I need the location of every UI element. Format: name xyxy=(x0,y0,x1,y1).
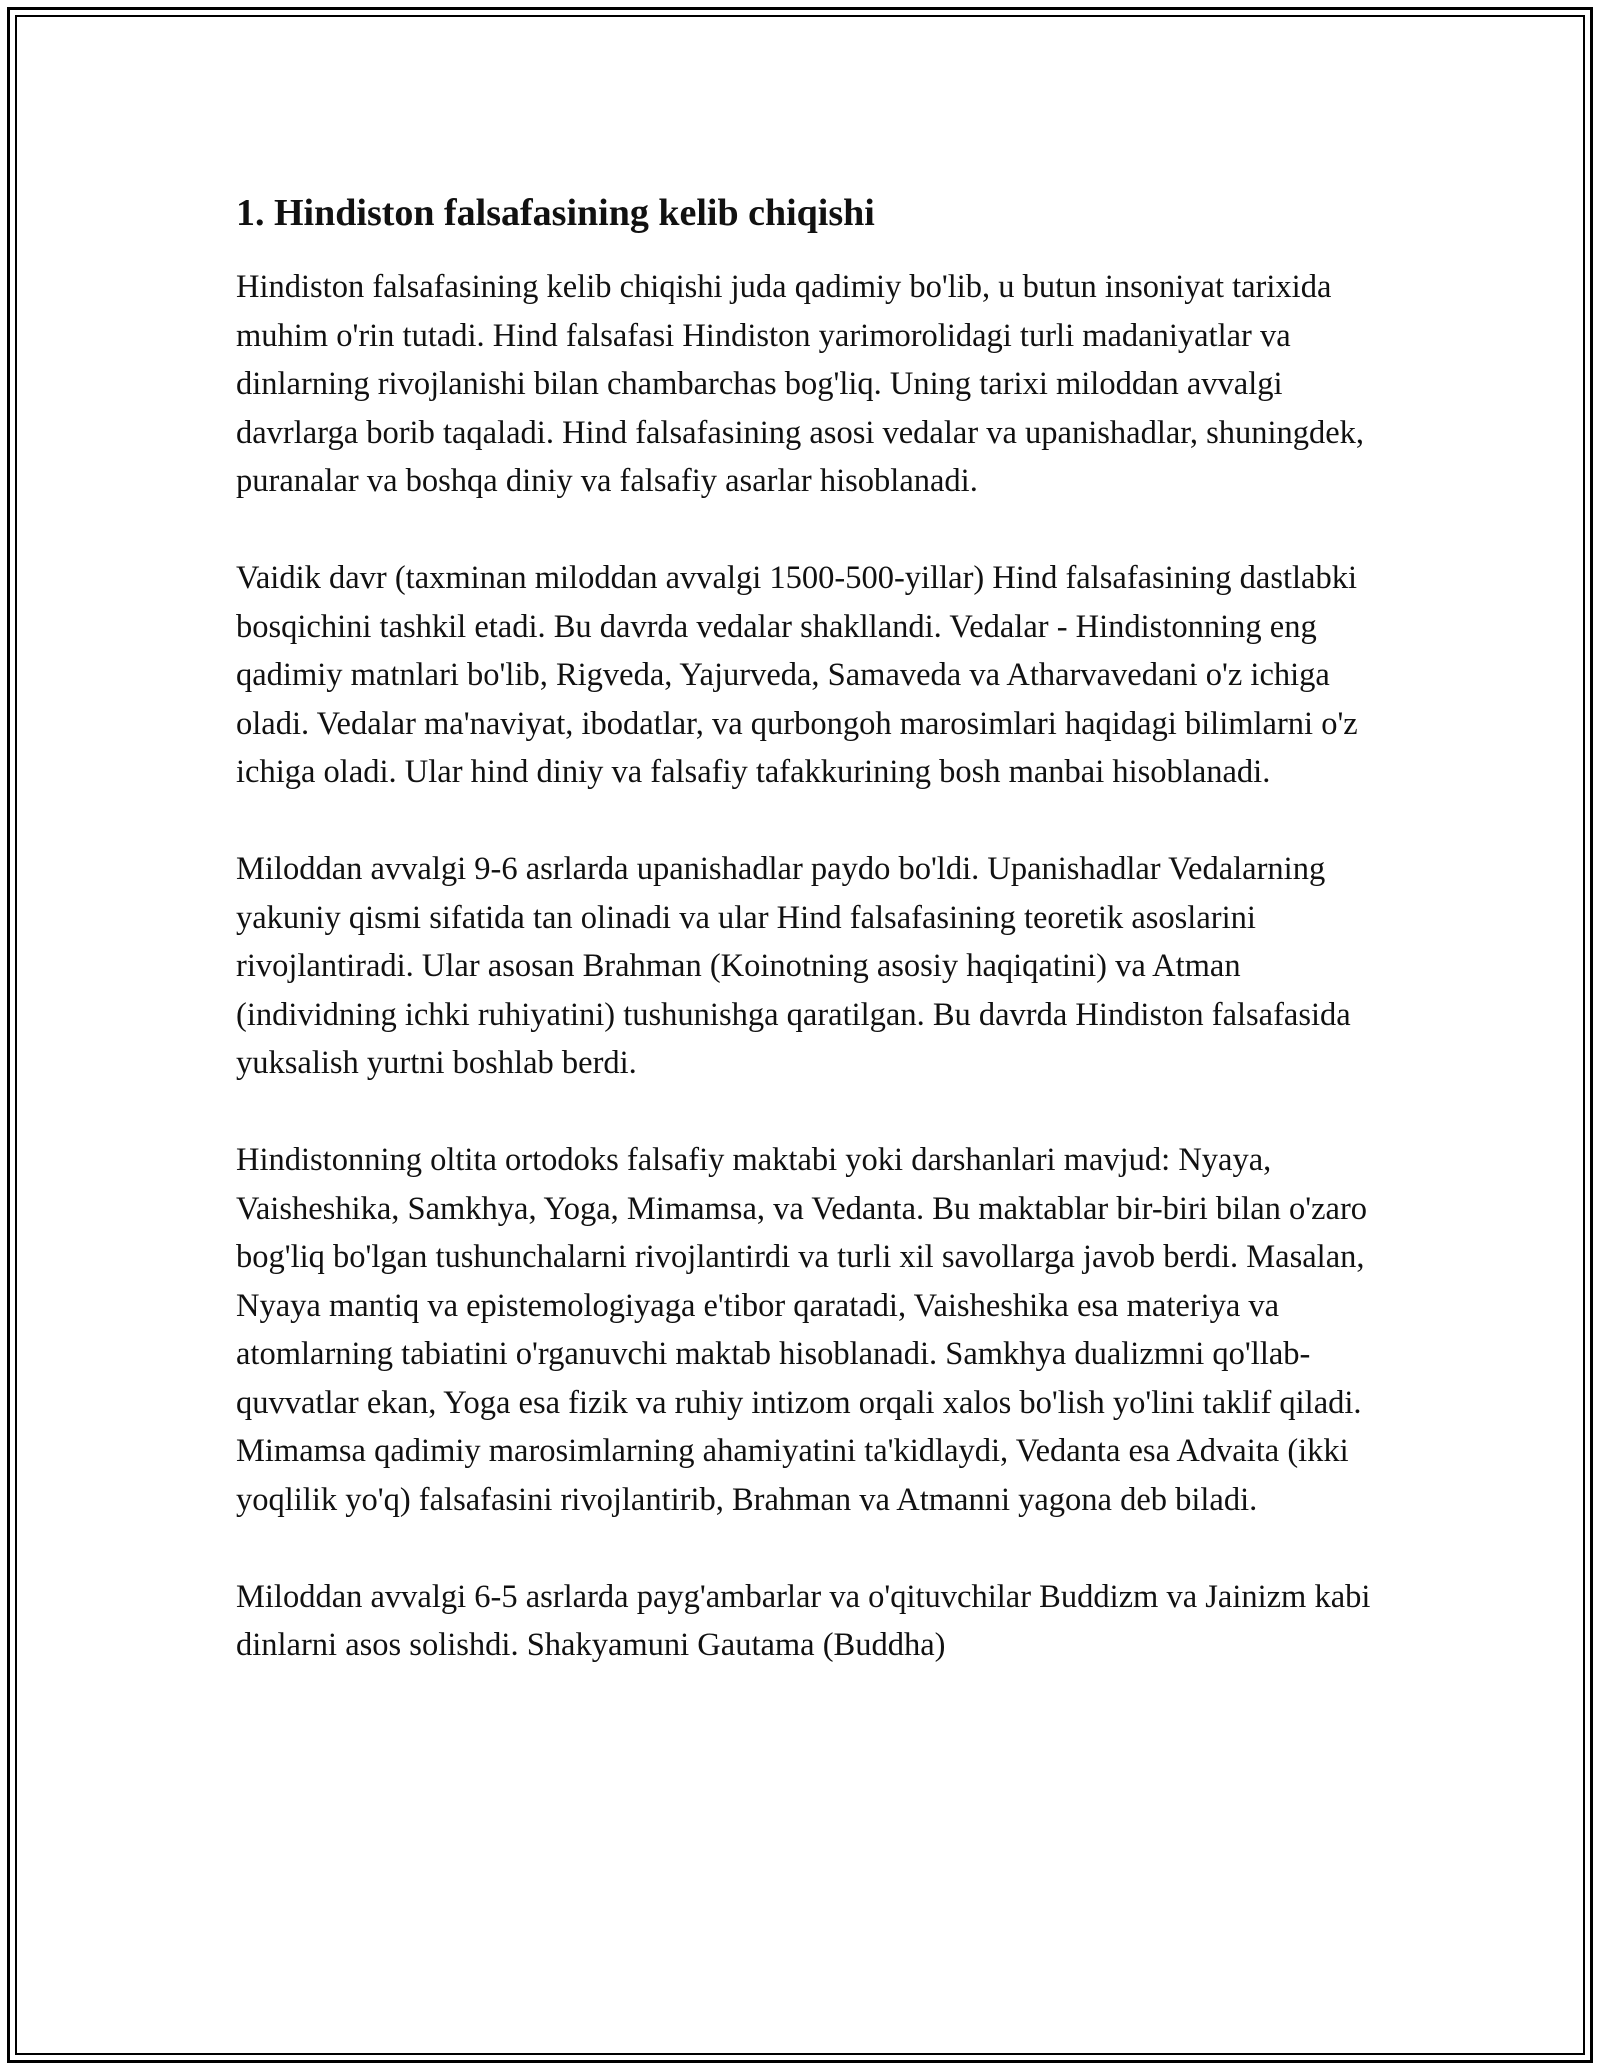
paragraph-upanishads: Miloddan avvalgi 9-6 asrlarda upanishadlar paydo bo'ldi. Upanishadlar Vedalarning yakuniy qismi sifatida tan olinadi va ular Hind falsafasining teoretik asoslarini rivojlantiradi. Ular asosan Brahman (Koinotning asosiy haqiqatini) va Atman (individning ichki ruhiyatini) tushunishga qaratilgan. Bu davrda Hindiston falsafasida yuksalish yurtni boshlab berdi. xyxy=(236,851,1351,1081)
paragraph-vedic-period: Vaidik davr (taxminan miloddan avvalgi 1500-500-yillar) Hind falsafasining dastlabki bosqichini tashkil etadi. Bu davrda vedalar shakllandi. Vedalar - Hindistonning eng qadimiy matnlari bo'lib, Rigveda, Yajurveda, Samaveda va Atharvavedani o'z ichiga oladi. Vedalar ma'naviyat, ibodatlar, va qurbongoh marosimlari haqidagi bilimlarni o'z ichiga oladi. Ular hind diniy va falsafiy tafakkurining bosh manbai hisoblanadi. xyxy=(236,560,1358,790)
paragraph-origins: Hindiston falsafasining kelib chiqishi juda qadimiy bo'lib, u butun insoniyat tarixida muhim o'rin tutadi. Hind falsafasi Hindiston yarimorolidagi turli madaniyatlar va dinlarning rivojlanishi bilan chambarchas bog'liq. Uning tarixi miloddan avvalgi davrlarga borib taqaladi. Hind falsafasining asosi vedalar va upanishadlar, shuningdek, puranalar va boshqa diniy va falsafiy asarlar hisoblanadi. xyxy=(236,269,1365,499)
paragraph-orthodox-schools: Hindistonning oltita ortodoks falsafiy maktabi yoki darshanlari mavjud: Nyaya, Vaisheshika, Samkhya, Yoga, Mimamsa, va Vedanta. Bu maktablar bir-biri bilan o'zaro bog'liq bo'lgan tushunchalarni rivojlantirdi va turli xil savollarga javob berdi. Masalan, Nyaya mantiq va epistemologiyaga e'tibor qaratadi, Vaisheshika esa materiya va atomlarning tabiatini o'rganuvchi maktab hisoblanadi. Samkhya dualizmni qo'llab-quvvatlar ekan, Yoga esa fizik va ruhiy intizom orqali xalos bo'lish yo'lini taklif qiladi. Mimamsa qadimiy marosimlarning ahamiyatini ta'kidlaydi, Vedanta esa Advaita (ikki yoqlilik yo'q) falsafasini rivojlantirib, Brahman va Atmanni yagona deb biladi. xyxy=(236,1142,1368,1518)
document-body xyxy=(236,185,1371,1670)
section-heading: 1. Hindiston falsafasining kelib chiqishi xyxy=(236,192,875,234)
paragraph-buddhism-jainism: Miloddan avvalgi 6-5 asrlarda payg'ambarlar va o'qituvchilar Buddizm va Jainizm kabi dinlarni asos solishdi. Shakyamuni Gautama (Buddha) xyxy=(236,1578,1371,1663)
